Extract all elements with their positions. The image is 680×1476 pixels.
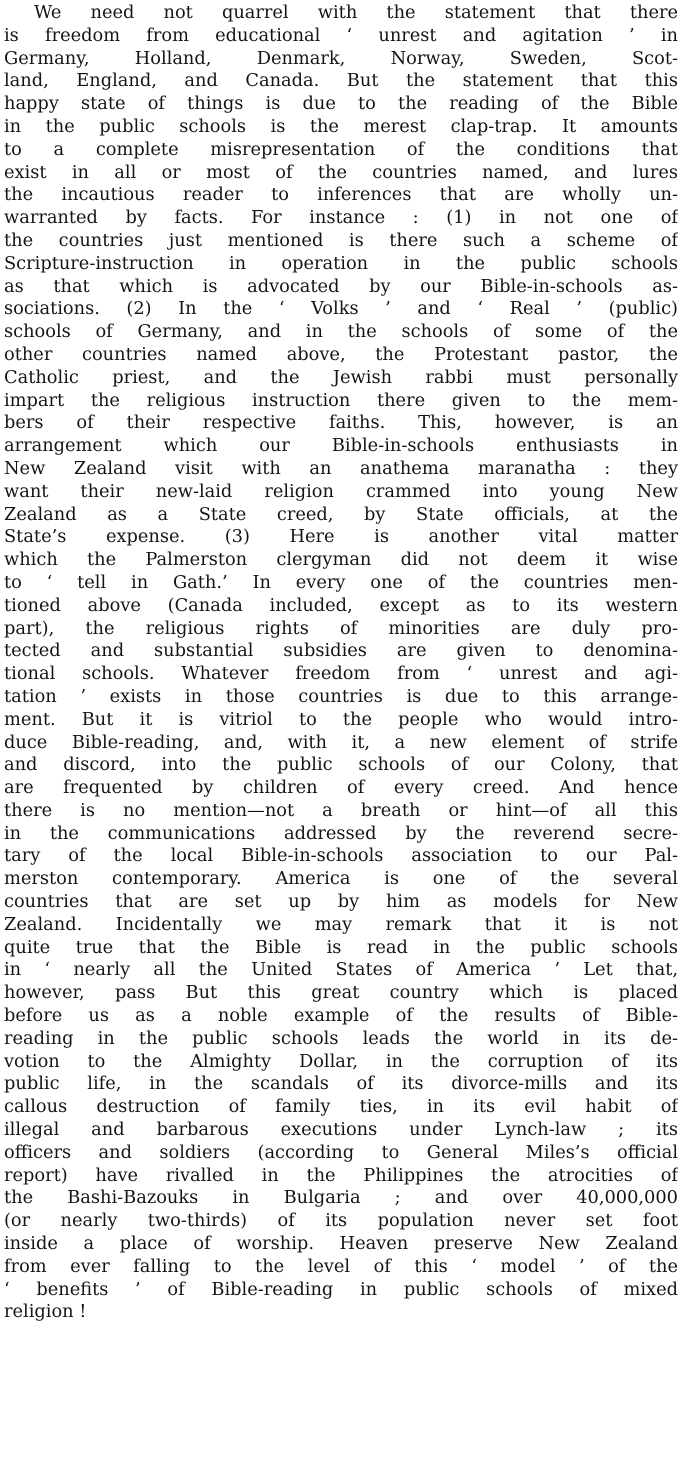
text-line: countries that are set up by him as models for New xyxy=(4,891,678,913)
text-line: reading in the public schools leads the world in its de- xyxy=(4,1027,678,1049)
text-line: public life, in the scandals of its divorce-mills and its xyxy=(4,1073,678,1095)
text-line: is freedom from educational ‘ unrest and agitation ’ in xyxy=(4,24,678,46)
text-line: votion to the Almighty Dollar, in the corruption of its xyxy=(4,1050,678,1072)
text-line: tional schools. Whatever freedom from ‘ unrest and agi- xyxy=(4,663,678,685)
text-line: to a complete misrepresentation of the conditions that xyxy=(4,138,678,160)
text-line: are frequented by children of every creed. And hence xyxy=(4,777,678,799)
text-line: merston contemporary. America is one of the several xyxy=(4,868,678,890)
text-line: Germany, Holland, Denmark, Norway, Sweden, Scot- xyxy=(4,47,678,69)
text-line: impart the religious instruction there given to the mem- xyxy=(4,389,678,411)
text-line: happy state of things is due to the reading of the Bible xyxy=(4,93,678,115)
text-line: State’s expense. (3) Here is another vital matter xyxy=(4,526,678,548)
text-line: as that which is advocated by our Bible-in-schools as- xyxy=(4,275,678,297)
text-line: ment. But it is vitriol to the people who would intro- xyxy=(4,708,678,730)
text-line: the incautious reader to inferences that are wholly un- xyxy=(4,184,678,206)
text-line: warranted by facts. For instance : (1) in not one of xyxy=(4,207,678,229)
text-line: and discord, into the public schools of our Colony, that xyxy=(4,754,678,776)
text-line: (or nearly two-thirds) of its population never set foot xyxy=(4,1210,678,1232)
text-line: duce Bible-reading, and, with it, a new element of strife xyxy=(4,731,678,753)
text-line: the countries just mentioned is there such a scheme of xyxy=(4,229,678,251)
text-line: Catholic priest, and the Jewish rabbi must personally xyxy=(4,366,678,388)
text-line: sociations. (2) In the ‘ Volks ’ and ‘ Real ’ (public) xyxy=(4,298,678,320)
text-line: tation ’ exists in those countries is due to this arrange- xyxy=(4,685,678,707)
text-line: which the Palmerston clergyman did not deem it wise xyxy=(4,549,678,571)
text-line: to ‘ tell in Gath.’ In every one of the countries men- xyxy=(4,571,678,593)
text-line: from ever falling to the level of this ‘ model ’ of the xyxy=(4,1255,678,1277)
text-line: however, pass But this great country which is placed xyxy=(4,982,678,1004)
text-line: bers of their respective faiths. This, however, is an xyxy=(4,412,678,434)
text-line: there is no mention—not a breath or hint—of all this xyxy=(4,799,678,821)
text-line: exist in all or most of the countries named, and lures xyxy=(4,161,678,183)
text-line: New Zealand visit with an anathema maranatha : they xyxy=(4,457,678,479)
text-line: illegal and barbarous executions under Lynch-law ; its xyxy=(4,1119,678,1141)
text-line: Scripture-instruction in operation in the public schools xyxy=(4,252,678,274)
text-line: quite true that the Bible is read in the public schools xyxy=(4,936,678,958)
text-line: in the public schools is the merest clap-trap. It amounts xyxy=(4,115,678,137)
text-line: schools of Germany, and in the schools of some of the xyxy=(4,321,678,343)
text-line: arrangement which our Bible-in-schools enthusiasts in xyxy=(4,435,678,457)
text-line: callous destruction of family ties, in its evil habit of xyxy=(4,1096,678,1118)
text-line: tioned above (Canada included, except as to its western xyxy=(4,594,678,616)
text-line: tected and substantial subsidies are given to denomina- xyxy=(4,640,678,662)
text-line: in the communications addressed by the reverend secre- xyxy=(4,822,678,844)
text-line: the Bashi-Bazouks in Bulgaria ; and over 40,000,000 xyxy=(4,1187,678,1209)
text-line: Zealand as a State creed, by State officials, at the xyxy=(4,503,678,525)
text-line: We need not quarrel with the statement that there xyxy=(34,2,678,23)
text-line: before us as a noble example of the results of Bible- xyxy=(4,1005,678,1027)
text-line: part), the religious rights of minorities are duly pro- xyxy=(4,617,678,639)
text-line: officers and soldiers (according to General Miles’s official xyxy=(4,1141,678,1163)
text-line: inside a place of worship. Heaven preserve New Zealand xyxy=(4,1233,678,1255)
text-line: Zealand. Incidentally we may remark that it is not xyxy=(4,913,678,935)
text-line: other countries named above, the Protestant pastor, the xyxy=(4,343,678,365)
text-line: in ‘ nearly all the United States of America ’ Let that, xyxy=(4,959,678,981)
text-line: tary of the local Bible-in-schools association to our Pal- xyxy=(4,845,678,867)
article-column xyxy=(4,2,678,1324)
text-line: religion ! xyxy=(4,1301,87,1323)
text-line: land, England, and Canada. But the statement that this xyxy=(4,70,678,92)
text-line: want their new-laid religion crammed into young New xyxy=(4,480,678,502)
text-line: report) have rivalled in the Philippines the atrocities of xyxy=(4,1164,678,1186)
text-line: ‘ benefits ’ of Bible-reading in public schools of mixed xyxy=(4,1278,678,1300)
